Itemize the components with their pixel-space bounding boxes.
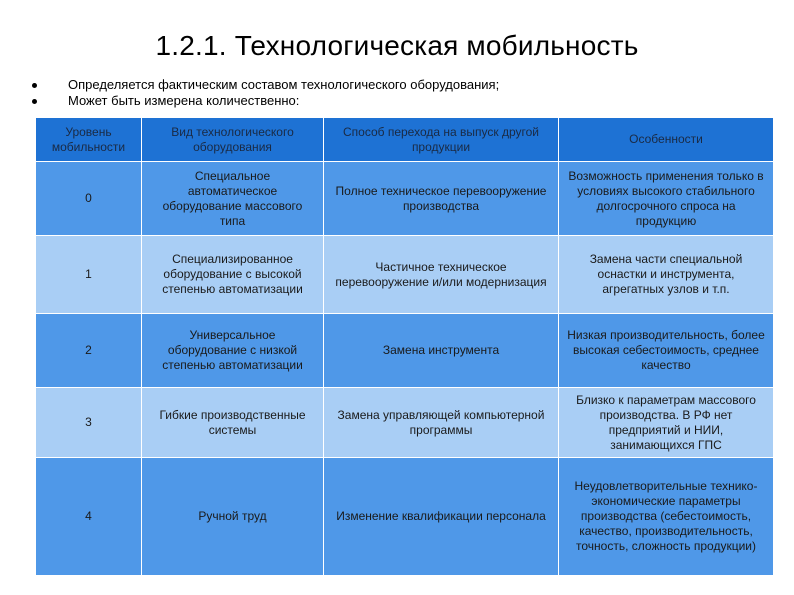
cell-equipment: Специализированное оборудование с высокой степенью автоматизации: [142, 236, 324, 314]
table-row: [36, 314, 774, 388]
cell-equipment: Ручной труд: [142, 458, 324, 576]
bullet-list: [30, 77, 499, 109]
bullet-item: [30, 93, 499, 109]
table-header-row: [36, 118, 774, 162]
header-level: Уровень мобильности: [36, 118, 142, 162]
cell-equipment: Специальное автоматическое оборудование массового типа: [142, 162, 324, 236]
cell-transition: Изменение квалификации персонала: [324, 458, 559, 576]
header-features: Особенности: [559, 118, 774, 162]
table-row: [36, 162, 774, 236]
cell-level: 0: [36, 162, 142, 236]
bullet-text: Определяется фактическим составом технологического оборудования;: [68, 77, 500, 92]
cell-equipment: Универсальное оборудование с низкой степенью автоматизации: [142, 314, 324, 388]
cell-level: 4: [36, 458, 142, 576]
bullet-dot-icon: [32, 99, 37, 104]
cell-features: Низкая производительность, более высокая себестоимость, среднее качество: [559, 314, 774, 388]
cell-features: Замена части специальной оснастки и инструмента, агрегатных узлов и т.п.: [559, 236, 774, 314]
table-row: [36, 388, 774, 458]
bullet-dot-icon: [32, 83, 37, 88]
table-row: [36, 236, 774, 314]
bullet-text: Может быть измерена количественно:: [68, 93, 300, 108]
cell-transition: Частичное техническое перевооружение и/или модернизация: [324, 236, 559, 314]
cell-level: 3: [36, 388, 142, 458]
cell-level: 1: [36, 236, 142, 314]
cell-features: Неудовлетворительные технико-экономические параметры производства (себестоимость, качество, производительность, точность, сложность продукции): [559, 458, 774, 576]
cell-transition: Замена инструмента: [324, 314, 559, 388]
header-transition: Способ перехода на выпуск другой продукции: [324, 118, 559, 162]
cell-transition: Полное техническое перевооружение производства: [324, 162, 559, 236]
mobility-table: [35, 117, 774, 576]
cell-level: 2: [36, 314, 142, 388]
table-row: [36, 458, 774, 576]
cell-features: Близко к параметрам массового производства. В РФ нет предприятий и НИИ, занимающихся ГПС: [559, 388, 774, 458]
cell-transition: Замена управляющей компьютерной программы: [324, 388, 559, 458]
bullet-item: [30, 77, 499, 93]
cell-features: Возможность применения только в условиях высокого стабильного долгосрочного спроса на продукцию: [559, 162, 774, 236]
page-title: 1.2.1. Технологическая мобильность: [155, 30, 639, 61]
header-equipment: Вид технологического оборудования: [142, 118, 324, 162]
cell-equipment: Гибкие производственные системы: [142, 388, 324, 458]
